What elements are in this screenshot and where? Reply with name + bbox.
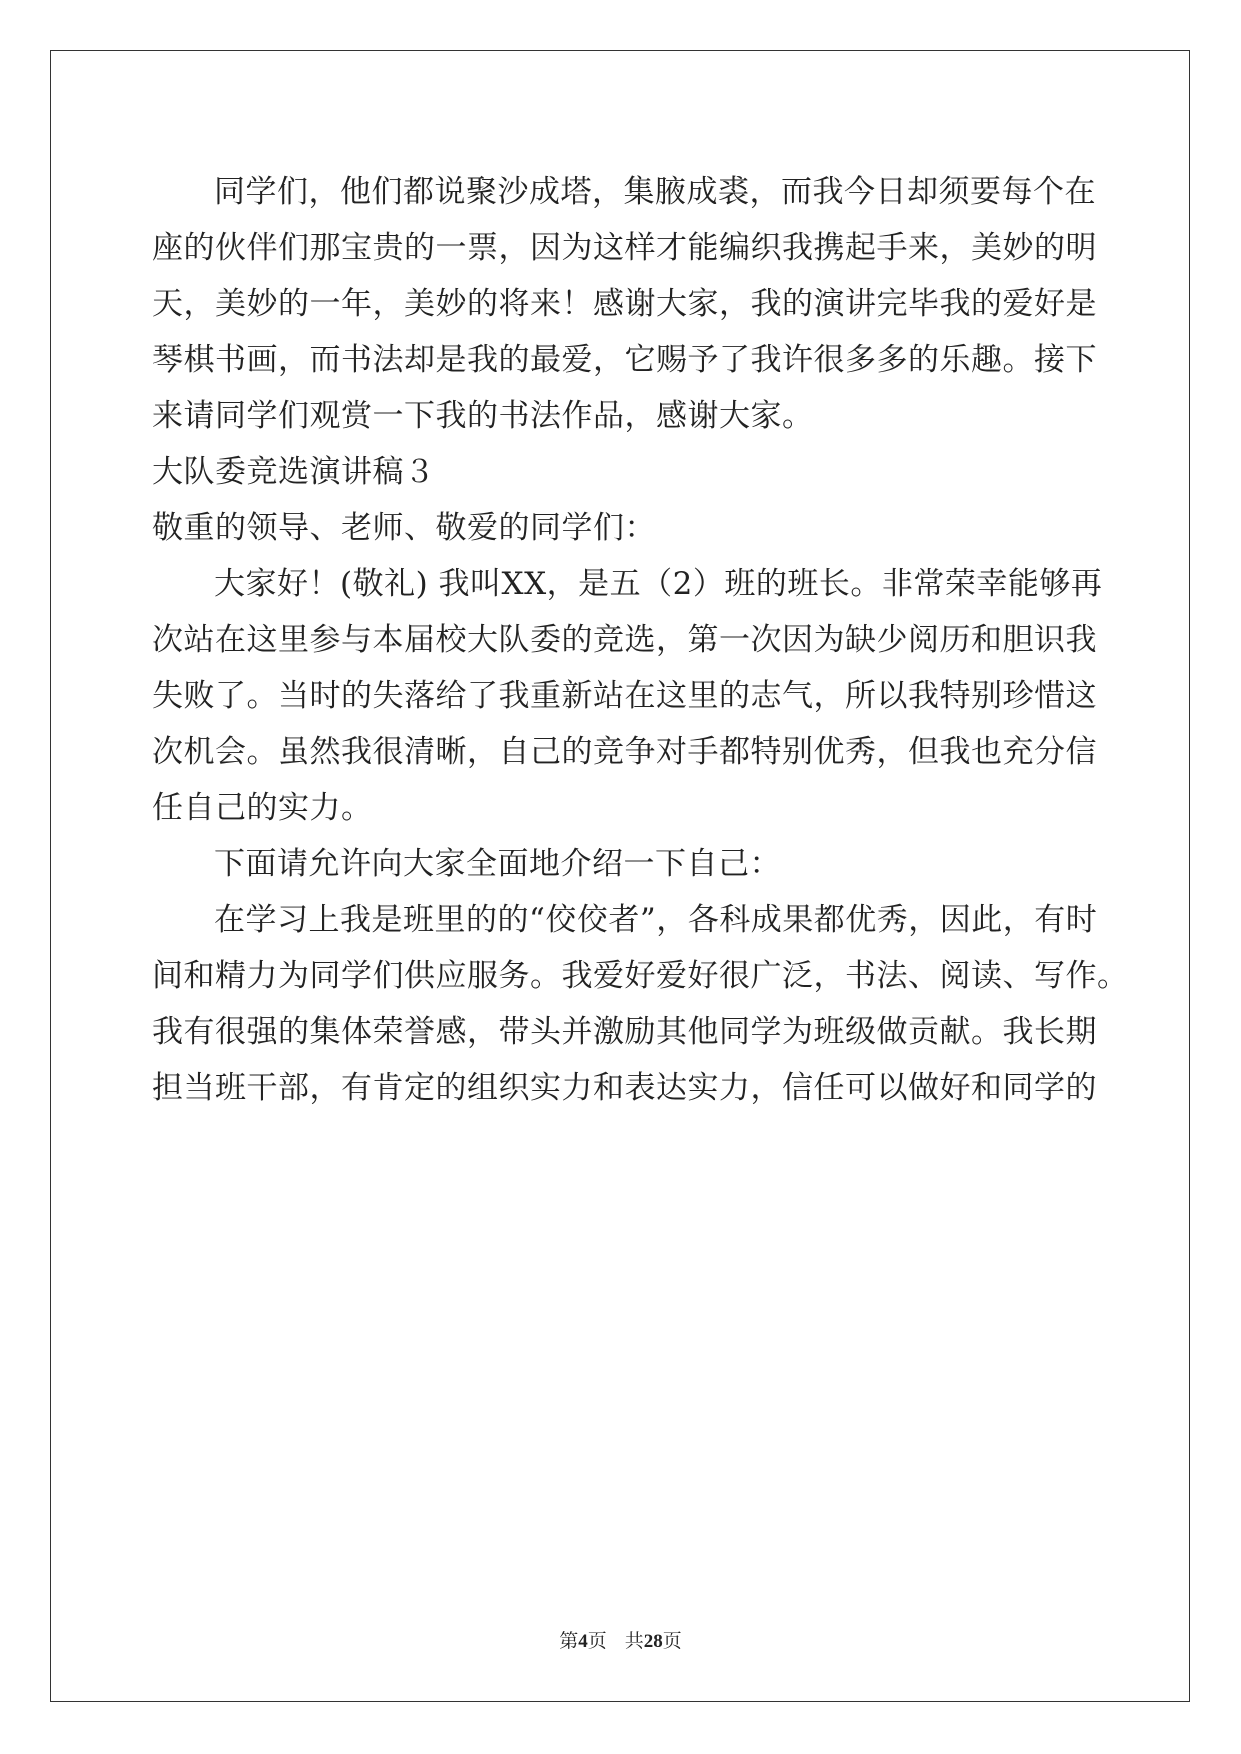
- paragraph-line: 同学们，他们都说聚沙成塔，集腋成裘，而我今日却须要每个在: [214, 174, 1096, 210]
- total-prefix: 共: [624, 1630, 644, 1652]
- paragraph-line: 来请同学们观赏一下我的书法作品，感谢大家。: [152, 398, 814, 434]
- paragraph-line: 失败了。当时的失落给了我重新站在这里的志气，所以我特别珍惜这: [152, 678, 1097, 714]
- paragraph-line: 琴棋书画，而书法却是我的最爱，它赐予了我许很多多的乐趣。接下: [152, 342, 1097, 378]
- paragraph-line: 天，美妙的一年，美妙的将来！感谢大家，我的演讲完毕我的爱好是: [152, 286, 1097, 322]
- page-footer: [0, 1629, 1241, 1654]
- paragraph-line: 我有很强的集体荣誉感，带头并激励其他同学为班级做贡献。我长期: [152, 1014, 1097, 1050]
- paragraph-line: 担当班干部，有肯定的组织实力和表达实力，信任可以做好和同学的: [152, 1070, 1097, 1106]
- paragraph-line: 座的伙伴们那宝贵的一票，因为这样才能编织我携起手来，美妙的明: [152, 230, 1097, 266]
- page-number: 4: [578, 1631, 588, 1652]
- paragraph-line: 次机会。虽然我很清晰，自己的竞争对手都特别优秀，但我也充分信: [152, 734, 1097, 770]
- paragraph-line: 在学习上我是班里的的“佼佼者”，各科成果都优秀，因此，有时: [214, 902, 1098, 938]
- total-suffix: 页: [662, 1630, 682, 1652]
- paragraph-line: 大家好！(敬礼) 我叫XX，是五（2）班的班长。非常荣幸能够再: [214, 566, 1103, 602]
- page-suffix: 页: [587, 1630, 607, 1652]
- page-total: 28: [643, 1631, 663, 1652]
- paragraph-line: 任自己的实力。: [152, 790, 373, 826]
- paragraph-line: 下面请允许向大家全面地介绍一下自己：: [214, 846, 781, 882]
- page-prefix: 第: [559, 1630, 579, 1652]
- salutation: 敬重的领导、老师、敬爱的同学们：: [152, 510, 656, 546]
- paragraph-line: 次站在这里参与本届校大队委的竞选，第一次因为缺少阅历和胆识我: [152, 622, 1097, 658]
- paragraph-line: 间和精力为同学们供应服务。我爱好爱好很广泛，书法、阅读、写作。: [152, 958, 1129, 994]
- section-heading: 大队委竞选演讲稿３: [152, 454, 436, 490]
